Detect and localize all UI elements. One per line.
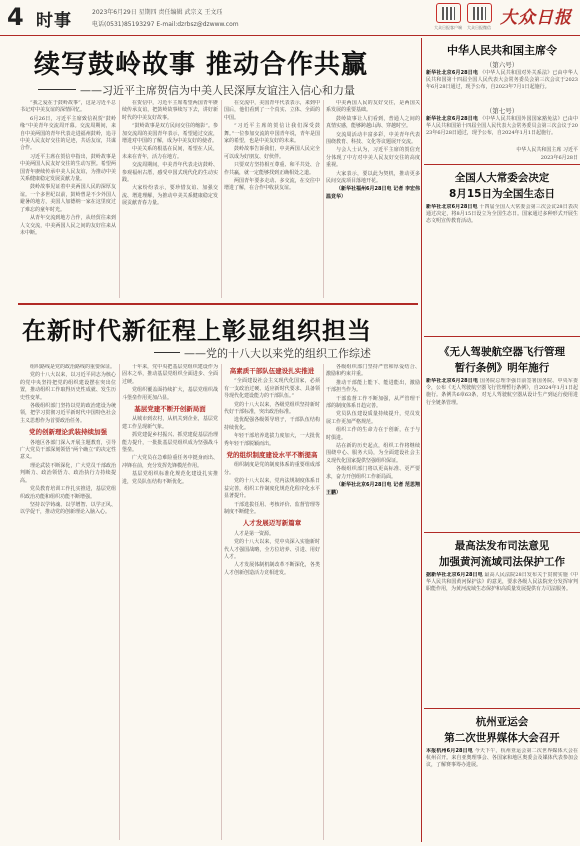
article2-headline: 在新时代新征程上彰显组织担当 (22, 317, 372, 345)
sidebar-title-games-1: 杭州亚运会 (475, 716, 529, 728)
paragraph: 鼓岭故事见证着中美两国人民的深厚友谊。一个多世纪以前，鼓岭曾是不少外国人避暑的地方，美国人加德纳一家在这里度过了难忘的童年时光。 (20, 184, 116, 213)
court-text: 据新华社北京6月28日电 最高人民法院28日发布关于贯彻实施《中华人民共和国黄河保护法》的意见，要求各级人民法院充分发挥审判职能作用，为黄河流域生态保护和高质量发展提供有力司法服务。 (426, 572, 578, 593)
paragraph: 人才是第一资源。 (234, 530, 275, 537)
sidebar-title-presidential-order: 中华人民共和国主席令 (447, 44, 557, 57)
paragraph: 组织工作的生命力在于创新，在于与时俱进。 (326, 427, 420, 441)
sidebar-title-eco-day-2: 8月15日为全国生态日 (449, 188, 555, 200)
order-7-text: 新华社北京6月28日电 《中华人民共和国外国国家豁免法》已由中华人民共和国第十四届全国人民代表大会常务委员会第三次会议于2023年6月28日通过，现予公布，自2024年1月1日起施行。 (426, 116, 578, 137)
qr-code-icon (467, 3, 492, 23)
paragraph: 党员队伍建设质量持续提升，党员发展工作更加严格规范。 (326, 411, 420, 425)
paragraph: 在贺信中，习近平主席希望两国青年赓续传承友谊，把鼓岭故事续写下去，讲好新时代的中美友好故事。 (122, 100, 218, 121)
signature-date: 2023年6月28日 (540, 155, 578, 161)
paragraph: 站在新的历史起点，组织工作将继续围绕中心、服务大局，为全面建设社会主义现代化国家提供坚强组织保证。 (326, 443, 420, 464)
paragraph: “鼓岭故事是双方民间交往的缩影”。参加交流周的美国青年表示，希望通过交流，增进对中国的了解，成为中美友好的使者。 (122, 123, 218, 145)
article2-subheading: 高素质干部队伍建设扎实推进 (229, 367, 315, 375)
article2-subheading: 基层党建不断开创新局面 (134, 405, 206, 414)
page-meta-date: 2023年6月29日 星期四 责任编辑 武宗义 王文珏 (92, 9, 223, 16)
eco-day-text: 新华社北京6月28日电 十四届全国人大常委会第三次会议28日表决通过决定，将8月15日设立为全国生态日。国家通过多种形式开展生态文明宣传教育活动。 (426, 204, 578, 225)
paragraph: 大家表示，要以此为契机，推动更多民间交流项目落地开花。 (326, 170, 420, 185)
page-number: 4 (7, 3, 24, 31)
article1-column-1 (20, 100, 116, 300)
paragraph: 中美关系的根基在民间，希望在人民，未来在青年，活力在地方。 (122, 146, 218, 160)
paragraph: 党的十八大以来，以习近平同志为核心的党中央坚持把党的组织建设摆在突出位置，推动组织工作取得历史性成就、发生历史性变革。 (20, 372, 116, 401)
paragraph: 两国青年要多走动、多交流，在交往中增进了解，在合作中收获友谊。 (224, 178, 320, 192)
paragraph: 与会人士认为，习近平主席的贺信充分体现了中方对中美人民友好交往的高度重视。 (326, 147, 420, 169)
article2-column-4 (326, 364, 420, 842)
paragraph: 只要双方坚持相互尊重、和平共处、合作共赢，就一定能够找到正确相处之道。 (224, 162, 320, 176)
paragraph: 交流周期间，中美青年代表走访鼓岭、参观福州古厝，感受中国式现代化的生动实践。 (122, 162, 218, 184)
paragraph: 组织路线是党的政治路线的重要保证。 (30, 364, 116, 370)
paragraph: “我之爱在于鼓岭故事”，这是习近平总书记对中美友谊的深情回忆。 (20, 100, 116, 114)
paragraph: 中美两国人民的友好交往，是两国关系发展的重要基础。 (326, 100, 420, 114)
article2-subheading: 党的创新理论武装持续加强 (29, 428, 107, 437)
page-meta-contact: 电话(0531)85193297 E-mail:dzrbsz@dzwww.com (92, 21, 239, 28)
paragraph: 各地区各部门深入开展主题教育，引导广大党员干部深刻领悟“两个确立”的决定性意义。 (20, 439, 116, 461)
paragraph: 党的十八大以来，党内法规制度体系日益完善，组织工作制度化规范化程序化水平显著提升。 (224, 478, 320, 500)
paragraph: 从城市到农村，从机关到企业，基层党建工作呈现新气象。 (122, 416, 218, 430)
article1-headline: 续写鼓岭故事 推动合作共赢 (34, 50, 369, 80)
paragraph: 在交流中，美国青年代表表示，来到中国后，他们看到了一个真实、立体、全面的中国。 (224, 100, 320, 121)
masthead-logo: 大众日报 (500, 8, 572, 28)
paragraph: “全面建设社会主义现代化国家，必须有一支政治过硬、适应新时代要求、具备领导现代化建设能力的干部队伍。” (224, 378, 320, 400)
paragraph: 各级组织部门坚持以党的政治建设为统领，把学习贯彻习近平新时代中国特色社会主义思想作为首要政治任务。 (20, 403, 116, 424)
order-6-text: 新华社北京6月28日电 《中华人民共和国对外关系法》已由中华人民共和国第十四届全国人民代表大会常务委员会第三次会议于2023年6月28日通过，现予公布，自2023年7月1日起施行。 (426, 70, 578, 91)
paragraph: 各级组织部门将以更高标准、更严要求，奋力开创组织工作新局面。 (326, 466, 420, 480)
paragraph: 党组织覆盖面持续扩大，基层党组织战斗堡垒作用更加凸显。 (122, 387, 218, 401)
article2-subheading: 党的组织制度建设水平不断提高 (226, 451, 318, 460)
article2-subtitle: ——党的十八大以来党的组织工作综述 (184, 347, 371, 360)
paragraph: 抓党建促乡村振兴、抓党建促基层治理能力提升，一批批基层党组织成为坚强战斗堡垒。 (122, 432, 218, 454)
section-name: 时事 (36, 11, 72, 31)
article1-column-4 (326, 100, 420, 300)
paragraph: 各级组织部门坚持严管和厚爱结合、激励和约束并重。 (326, 364, 420, 378)
sidebar-title-court-2: 加强黄河流域司法保护工作 (439, 556, 565, 568)
paragraph: 理论武装不断深化，广大党员干部政治判断力、政治领悟力、政治执行力持续提高。 (20, 462, 116, 484)
article2-subheading: 人才发展迈写新篇章 (242, 519, 302, 528)
paragraph: 习近平主席在贺信中指出，鼓岭故事是中美两国人民友好交往的生动写照。希望两国青年赓续传承中美人民友谊，为推动中美关系健康稳定发展贡献力量。 (20, 153, 116, 183)
article1-reporter: （新华社福州6月28日电 记者 李宏伟 温竞华） (326, 186, 420, 200)
paragraph: 大家纷纷表示，要珍惜友谊、加强交流、增进理解，为推动中美关系健康稳定发展贡献青春力量。 (122, 185, 218, 207)
article2-column-3 (224, 364, 320, 842)
sidebar-title-drone-2: 暂行条例》明年施行 (454, 362, 550, 374)
paragraph: 推动干部能上能下、能进能出，激励干部担当作为。 (326, 379, 420, 394)
paragraph: 人才发展体制机制改革不断深化，各类人才创新创造活力竞相迸发。 (224, 562, 320, 576)
drone-text: 新华社北京6月28日电 国务院总理李强日前签署国务院、中央军委令，公布《无人驾驶航空器飞行管理暂行条例》，自2024年1月1日起施行。条例共6章63条，对无人驾驶航空器从设计生产到运行使用进行全链条管理。 (426, 378, 578, 406)
sidebar-title-drone-1: 《无人驾驶航空器飞行管理 (439, 346, 565, 358)
paragraph: 交流周活动丰富多彩，中美青年代表围绕教育、科技、文化等议题展开交流。 (326, 131, 420, 146)
paragraph: 从青年交流到地方合作，从经贸往来到人文交流，中美两国人民之间的友好往来从未中断。 (20, 215, 116, 236)
qr-code-icon (436, 3, 461, 23)
section-divider (18, 303, 418, 305)
signature-name: 中华人民共和国主席 习近平 (516, 147, 578, 153)
paragraph: 干部选拔任用、考核评价、监督管理等制度不断健全。 (224, 501, 320, 515)
qr-label-wechat: 大众日报微信 (467, 25, 491, 30)
paragraph: 干部监督工作不断加强，从严管理干部的制度体系日趋完善。 (326, 395, 420, 410)
paragraph: 年轻干部培养选拔力度加大，一大批优秀年轻干部脱颖而出。 (224, 433, 320, 447)
paragraph: 坚持以学铸魂、以学增智、以学正风、以学促干，推动党的创新理论入脑入心。 (20, 501, 116, 516)
order-number-7: （第七号） (485, 107, 519, 115)
paragraph: 组织制度是党的制度体系的重要组成部分。 (224, 462, 320, 476)
article2-column-1 (20, 364, 116, 842)
article1-subtitle: ——习近平主席贺信为中美人民深厚友谊注入信心和力量 (80, 84, 355, 97)
sidebar-title-games-2: 第二次世界媒体大会召开 (444, 732, 560, 744)
order-number-6: （第六号） (485, 61, 519, 69)
article2-column-2 (122, 364, 218, 842)
paragraph: 党的十八大以来，各级党组织坚持新时代好干部标准，突出政治标准。 (224, 401, 320, 416)
article2-reporter: （新华社北京6月28日电 记者 范思翔 王鹏） (326, 482, 420, 496)
sidebar-title-eco-day-1: 全国人大常委会决定 (454, 172, 550, 184)
qr-label-app: 大众日报客户端 (434, 25, 462, 30)
paragraph: 十年来，党中央把基层党组织建设作为固本之举，推动基层党组织全面进步、全面过硬。 (122, 364, 218, 385)
article1-column-3 (224, 100, 320, 300)
page-header (0, 0, 580, 36)
paragraph: 鼓岭故事让人们看到，普通人之间的真情实感，能够跨越山海、穿越时空。 (326, 115, 420, 130)
paragraph: “习近平主席的贺信让我们深受鼓舞。”一位参加交流的中国青年说，青年是国家的希望，也是中美友好的未来。 (224, 123, 320, 145)
paragraph: 党员教育培训工作扎实推进，基层党组织政治功能和组织功能不断增强。 (20, 486, 116, 500)
games-text: 本报杭州6月28日电 今天下午，杭州亚运会第二次世界媒体大会在杭州召开。来自亚奥理事会、各国家和地区奥委会及媒体代表参加会议，了解赛事筹办进展。 (426, 748, 578, 769)
sidebar-title-court-1: 最高法发布司法意见 (454, 540, 550, 552)
paragraph: 6月26日，习近平主席致信祝贺“鼓岭缘”中美青年交流周开幕。交流周期间，来自中美两国的青年代表走进福州鼓岭，追寻中美人民友好交往的足迹，共话友谊，共谋合作。 (20, 115, 116, 152)
article1-column-2 (122, 100, 218, 300)
paragraph: 鼓岭故事告诉我们，中美两国人民完全可以成为好朋友、好伙伴。 (224, 146, 320, 160)
qr-codes (436, 3, 496, 31)
right-sidebar (424, 36, 580, 846)
paragraph: 党的十八大以来，党中央深入实施新时代人才强国战略，全方位培养、引进、用好人才。 (224, 539, 320, 560)
paragraph: 广大党员在急难险重任务中挺身而出、冲锋在前，充分发挥先锋模范作用。 (122, 455, 218, 469)
paragraph: 选优配强各级领导班子，干部队伍结构持续优化。 (224, 417, 320, 431)
paragraph: 基层党组织标准化规范化建设扎实推进，党员队伍结构不断优化。 (122, 471, 218, 485)
